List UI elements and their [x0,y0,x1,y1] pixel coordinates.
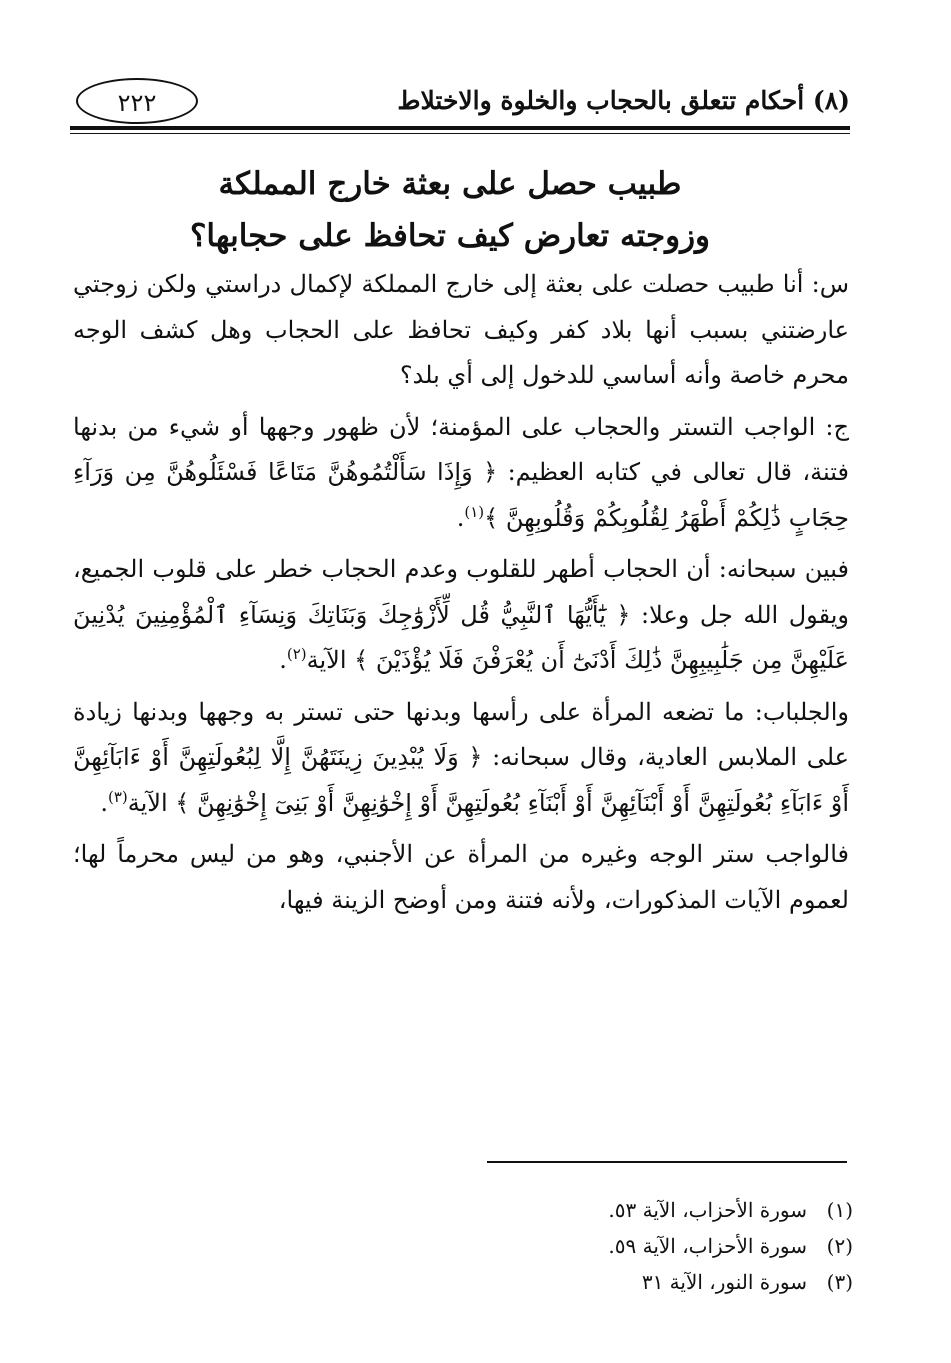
footnote-item [453,1264,853,1300]
paragraph-3: والجلباب: ما تضعه المرأة على رأسها وبدنها حتى تستر به وجهها وبدنها زيادة على الملابس العادية، وقال سبحانه: ﴿ وَلَا يُبْدِينَ زِينَتَهُنَّ إِلَّا لِبُعُولَتِهِنَّ أَوْ ءَابَآئِهِنَّ أَوْ ءَابَآءِ بُعُولَتِهِنَّ أَوْ أَبْنَآئِهِنَّ أَوْ أَبْنَآءِ بُعُولَتِهِنَّ أَوْ إِخْوَٰنِهِنَّ أَوْ بَنِىٓ إِخْوَٰنِهِنَّ ﴾ الآية$^{(٣)}$. [73,697,849,817]
body-text [73,262,849,929]
verse-2-tail: الآية [306,646,347,674]
answer-intro: ج: الواجب التستر والحجاب على المؤمنة؛ لأن ظهور وجهها أو شيء من بدنها فتنة، قال تعالى في كتابه العظيم: [73,412,849,486]
footnote-ref-2: (٢) [286,645,307,663]
footnote-number: (٣) [826,1270,853,1294]
footnote-item [453,1192,853,1228]
question-paragraph: س: أنا طبيب حصلت على بعثة إلى خارج المملكة لإكمال دراستي ولكن زوجتي عارضتني بسبب أنها بلاد كفر وكيف تحافظ على الحجاب وهل كشف الوجه محرم خاصة وأنه أساسي للدخول إلى أي بلد؟ [73,270,849,389]
paragraph-4: فالواجب ستر الوجه وغيره من المرأة عن الأجنبي، وهو من ليس محرماً لها؛ لعموم الآيات المذكورات، ولأنه فتنة ومن أوضح الزينة فيها، [73,840,849,914]
question-heading [80,158,820,262]
quran-verse-3: ﴿ وَلَا يُبْدِينَ زِينَتَهُنَّ إِلَّا لِبُعُولَتِهِنَّ أَوْ ءَابَآئِهِنَّ أَوْ ءَابَآءِ بُعُولَتِهِنَّ أَوْ أَبْنَآئِهِنَّ أَوْ أَبْنَآءِ بُعُولَتِهِنَّ أَوْ إِخْوَٰنِهِنَّ أَوْ بَنِىٓ إِخْوَٰنِهِنَّ ﴾ [73,743,849,817]
footnotes [453,1192,853,1300]
paragraph-2-intro: فبين سبحانه: أن الحجاب أطهر للقلوب وعدم الحجاب خطر على قلوب الجميع، ويقول الله جل وعلا: [73,555,849,629]
quran-verse-1: ﴿ وَإِذَا سَأَلْتُمُوهُنَّ مَتَاعًا فَسْئَلُوهُنَّ مِن وَرَآءِ حِجَابٍ ذَٰلِكُمْ أَطْهَرُ لِقُلُوبِكُمْ وَقُلُوبِهِنَّ ﴾ [73,458,849,532]
footnote-separator [487,1161,847,1163]
chapter-title: (٨) أحكام تتعلق بالحجاب والخلوة والاختلاط [397,86,850,115]
footnote-text: سورة الأحزاب، الآية ٥٩. [608,1234,807,1258]
answer-paragraph: ج: الواجب التستر والحجاب على المؤمنة؛ لأن ظهور وجهها أو شيء من بدنها فتنة، قال تعالى في كتابه العظيم: ﴿ وَإِذَا سَأَلْتُمُوهُنَّ مَتَاعًا فَسْئَلُوهُنَّ مِن وَرَآءِ حِجَابٍ ذَٰلِكُمْ أَطْهَرُ لِقُلُوبِكُمْ وَقُلُوبِهِنَّ ﴾$^{(١)}$. [73,412,849,532]
header-rule [70,126,850,130]
header-rule-thin [70,133,850,134]
footnote-ref-3: (٣) [107,787,128,806]
footnote-number: (١) [826,1198,853,1222]
footnote-text: سورة النور، الآية ٣١ [641,1270,807,1294]
paragraph-2: فبين سبحانه: أن الحجاب أطهر للقلوب وعدم الحجاب خطر على قلوب الجميع، ويقول الله جل وعلا: ﴿ يَٰٓأَيُّهَا ٱلنَّبِيُّ قُل لِّأَزْوَٰجِكَ وَبَنَاتِكَ وَنِسَآءِ ٱلْمُؤْمِنِينَ يُدْنِينَ عَلَيْهِنَّ مِن جَلَٰبِيبِهِنَّ ذَٰلِكَ أَدْنَىٰٓ أَن يُعْرَفْنَ فَلَا يُؤْذَيْنَ ﴾ الآية$^{(٢)}$. [73,555,849,674]
quran-verse-2: ﴿ يَٰٓأَيُّهَا ٱلنَّبِيُّ قُل لِّأَزْوَٰجِكَ وَبَنَاتِكَ وَنِسَآءِ ٱلْمُؤْمِنِينَ يُدْنِينَ عَلَيْهِنَّ مِن جَلَٰبِيبِهِنَّ ذَٰلِكَ أَدْنَىٰٓ أَن يُعْرَفْنَ فَلَا يُؤْذَيْنَ ﴾ [73,600,849,674]
paragraph-3-intro: والجلباب: ما تضعه المرأة على رأسها وبدنها حتى تستر به وجهها وبدنها زيادة على الملابس العادية، وقال سبحانه: [73,697,849,771]
footnote-item [453,1228,853,1264]
heading-line-1: طبيب حصل على بعثة خارج المملكة [218,166,682,202]
page-number: ٢٢٢ [76,78,198,124]
verse-3-tail: الآية [127,788,168,817]
footnote-number: (٢) [826,1234,853,1258]
heading-line-2: وزوجته تعارض كيف تحافظ على حجابها؟ [189,218,711,254]
footnote-text: سورة الأحزاب، الآية ٥٣. [608,1198,807,1222]
footnote-ref-1: (١) [464,502,485,521]
